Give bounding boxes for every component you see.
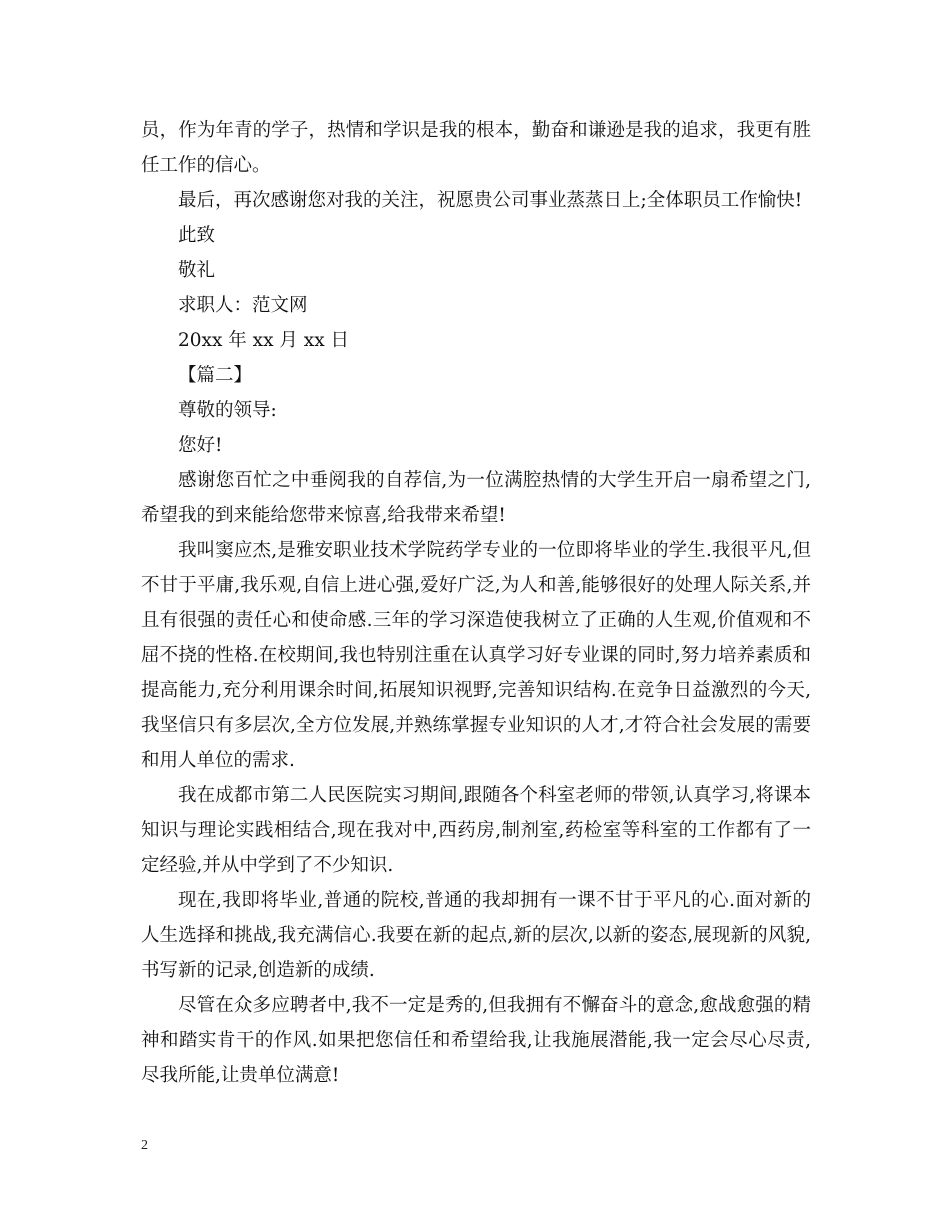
paragraph-continuation: 员，作为年青的学子，热情和学识是我的根本，勤奋和谦逊是我的追求，我更有胜任工作的信心。 — [141, 120, 811, 176]
paragraph-internship: 我在成都市第二人民医院实习期间,跟随各个科室老师的带领,认真学习,将课本知识与理论实践相结合,现在我对中,西药房,制剂室,药检室等科室的工作都有了一定经验,并从中学到了不少知识. — [141, 785, 811, 876]
page-number: 2 — [141, 1138, 148, 1153]
body-text — [141, 113, 811, 1093]
section-heading: 【篇二】 — [178, 365, 253, 386]
paragraph-commitment: 尽管在众多应聘者中,我不一定是秀的,但我拥有不懈奋斗的意念,愈战愈强的精神和踏实肯干的作风.如果把您信任和希望给我,让我施展潜能,我一定会尽心尽责,尽我所能,让贵单位满意! — [141, 995, 811, 1086]
salutation-cizhi: 此致 — [178, 225, 216, 246]
salutation-jingli: 敬礼 — [178, 260, 216, 281]
paragraph-intro: 感谢您百忙之中垂阅我的自荐信,为一位满腔热情的大学生开启一扇希望之门,希望我的到来能给您带来惊喜,给我带来希望! — [141, 470, 811, 526]
letter-date: 20xx 年 xx 月 xx 日 — [178, 330, 350, 351]
greeting-recipient: 尊敬的领导: — [178, 400, 277, 421]
paragraph-graduation: 现在,我即将毕业,普通的院校,普通的我却拥有一课不甘于平凡的心.面对新的人生选择和挑战,我充满信心.我要在新的起点,新的层次,以新的姿态,展现新的风貌,书写新的记录,创造新的成绩. — [141, 890, 811, 981]
applicant-signature: 求职人：范文网 — [178, 295, 308, 316]
paragraph-self-introduction: 我叫窦应杰,是雅安职业技术学院药学专业的一位即将毕业的学生.我很平凡,但不甘于平庸,我乐观,自信上进心强,爱好广泛,为人和善,能够很好的处理人际关系,并且有很强的责任心和使命感.三年的学习深造使我树立了正确的人生观,价值观和不屈不挠的性格.在校期间,我也特别注重在认真学习好专业课的同时,努力培养素质和提高能力,充分利用课余时间,拓展知识视野,完善知识结构.在竞争日益激烈的今天,我坚信只有多层次,全方位发展,并熟练掌握专业知识的人才,才符合社会发展的需要和用人单位的需求. — [141, 540, 811, 771]
greeting-hello: 您好! — [178, 435, 223, 456]
paragraph-closing-thanks: 最后，再次感谢您对我的关注，祝愿贵公司事业蒸蒸日上;全体职员工作愉快! — [178, 190, 803, 211]
